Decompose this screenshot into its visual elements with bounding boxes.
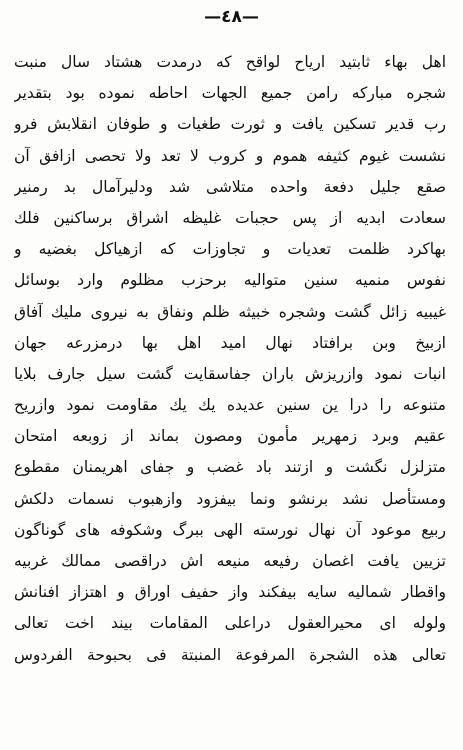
text-line: ولوله اى محيرالعقول دراعلى المقامات بيند اخت تعالى (14, 614, 446, 633)
text-line: بهاكرد ظلمت تعديات و تجاوزات كه ازهياكل بغضيه و (14, 240, 446, 259)
text-line: تزيين يافت اغصان رفيعه منيعه اش دراقصى ممالك غربيه (14, 552, 446, 570)
text-line: متنوعه را درا ين سنين عديده يك يك مقاومت نمود وازريح (14, 396, 446, 415)
text-line: نفوس منميه سنين متواليه برحزب مظلوم وارد بوسائل (14, 271, 446, 290)
text-line: ربيع موعود آن نهال نورسته الهى ببرگ وشكوفه هاى گوناگون (14, 520, 446, 539)
text-line: شجره مباركه رامن جميع الجهات احاطه نموده بود بتقدير (14, 84, 446, 103)
text-line: انبات نمود وازريزش باران جفاسقايت گشت سيل جارف بلايا (14, 364, 446, 383)
text-line: نشست غيوم كثيفه هموم و كروب لا تعد ولا تحصى ازافق آن (14, 146, 446, 165)
text-line: اهل بهاء ثابتيد ارياح لواقح كه درمدت هشتاد سال منبت (14, 53, 446, 71)
text-line: عقيم وبرد زمهرير مأمون ومصون بماند از زوبعه امتحان (14, 427, 446, 446)
text-line: واقطار شماليه سايه بيفكند واز حفيف اوراق و اهتزاز افنانش (14, 583, 446, 602)
text-line: متزلزل نگشت و ازتند باد غضب و جفاى اهريمنان مقطوع (14, 458, 446, 477)
text-line: سعادت ابديه از پس حجبات غليظه اشراق برساكنين فلك (14, 208, 446, 227)
page-number: —٤٨— (204, 7, 259, 27)
text-line: غيبيه زائل گشت وشجره خبيثه ظلم ونفاق به نيروى مليك آفاق (14, 302, 446, 321)
text-line: ومستأصل نشد برنشو ونما بيفزود وازهبوب نسمات دلكش (14, 489, 446, 508)
text-line: تعالى هذه الشجرة المرفوعة المنبتة فى بحبوحة الفردوس (14, 645, 446, 664)
text-body (14, 47, 446, 671)
text-line: صقع جليل دفعة واحده متلاشى شد ودليرآمال بد رمنير (14, 177, 446, 196)
text-line: رب قدير تسكين يافت و ثورت طغيات و طوفان انقلابش فرو (14, 115, 446, 134)
text-line: ازبيخ وبن برافتاد نهال اميد اهل بها درمزرعه جهان (14, 333, 446, 352)
